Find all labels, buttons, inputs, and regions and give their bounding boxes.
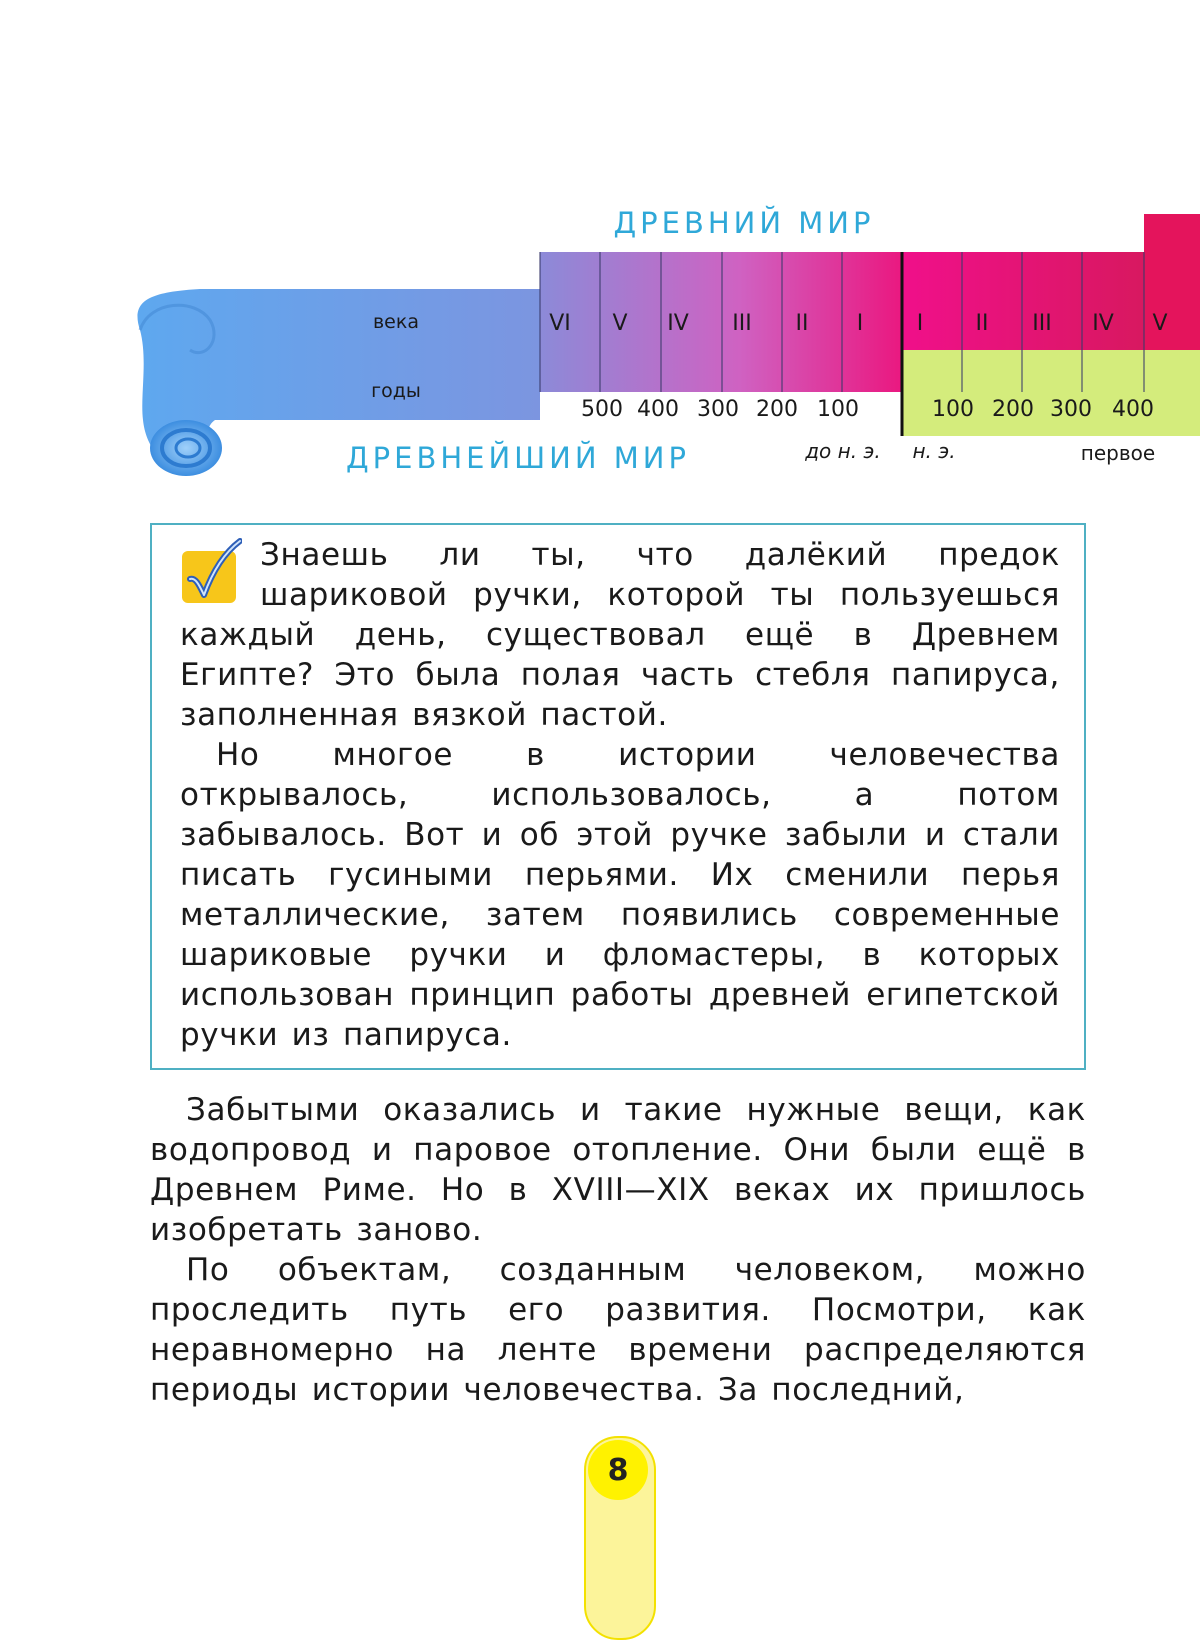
bc-year: 500 [581,397,623,422]
bc-century: V [612,311,628,336]
bc-year: 400 [637,397,679,422]
ad-century: III [1032,311,1052,336]
fact-paragraph: Знаешь ли ты, что далёкий предок шариковой ручки, которой ты пользуешься каждый день, существовал ещё в Древнем Египте? Это была полая часть стебля папируса, заполненная вязкой пастой. [180,537,1060,733]
ad-century: V [1152,311,1168,336]
ad-year: 400 [1112,397,1154,422]
bc-century: VI [549,311,571,336]
bc-label: до н. э. [805,439,881,463]
prehistoric-world-heading: ДРЕВНЕЙШИЙ МИР [345,441,691,475]
centuries-label: века [372,311,420,333]
millennium-label: первое [1080,441,1156,465]
bc-century: III [732,311,752,336]
fact-box [150,523,1086,1070]
ad-century: I [916,311,924,336]
ad-label: н. э. [912,439,956,463]
fact-paragraph: Но многое в истории человечества открывалось, использовалось, а потом забывалось. Вот и об этой ручке забыли и стали писать гусиными перьями. Их сменили перья металлические, затем появились современные шариковые ручки и фломастеры, в которых использован принцип работы древней египетской ручки из папируса. [180,737,1060,1053]
main-text [150,1090,1086,1410]
ancient-world-heading: ДРЕВНИЙ МИР [613,206,875,240]
ad-year: 200 [992,397,1034,422]
main-paragraph: Забытыми оказались и такие нужные вещи, как водопровод и паровое отопление. Они были ещё в Древнем Риме. Но в XVIII—XIX веках их пришлось изобретать заново. [150,1092,1086,1248]
ad-year: 100 [932,397,974,422]
bc-century: I [856,311,864,336]
years-label: годы [371,380,421,402]
main-paragraph: По объектам, созданным человеком, можно проследить путь его развития. Посмотри, как неравномерно на ленте времени распределяются периоды истории человечества. За последний, [150,1252,1086,1408]
timeline-ribbon [0,0,1200,500]
fact-text [180,535,1060,1055]
bc-century: IV [667,311,689,336]
bc-year: 300 [697,397,739,422]
page-number: 8 [588,1440,648,1500]
ad-century: IV [1092,311,1114,336]
bc-century: II [795,311,809,336]
bc-centuries-band [540,252,902,392]
bc-year: 200 [756,397,798,422]
bc-year: 100 [817,397,859,422]
ad-century: II [975,311,989,336]
ad-year: 300 [1050,397,1092,422]
